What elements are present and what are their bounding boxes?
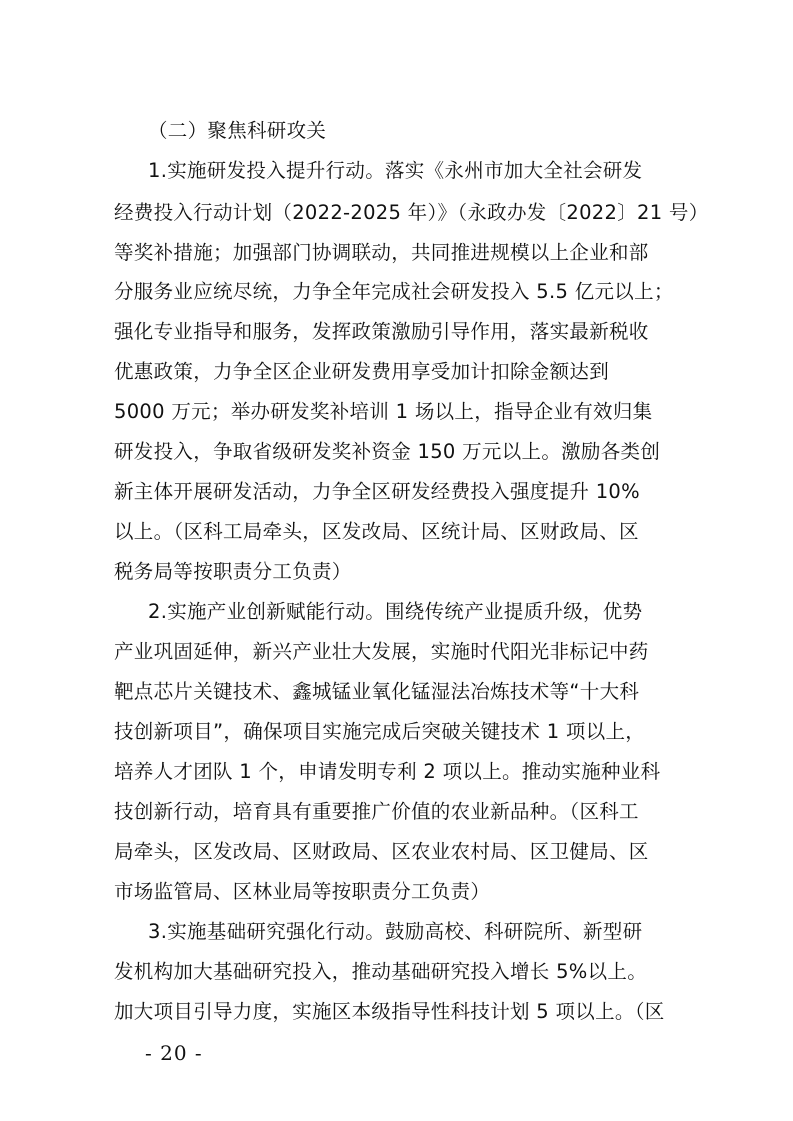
paragraph-1-line-9: 新主体开展研发活动，力争全区研发经费投入强度提升 10% [114,480,640,503]
paragraph-1-line-4: 分服务业应统尽统，力争全年完成社会研发投入 5.5 亿元以上； [114,280,674,303]
paragraph-2-line-2: 产业巩固延伸，新兴产业壮大发展，实施时代阳光非标记中药 [114,640,649,663]
page-number: - 20 - [145,1041,203,1065]
paragraph-1-line-6: 优惠政策，力争全区企业研发费用享受加计扣除金额达到 [114,360,610,383]
section-heading: （二）聚焦科研攻关 [148,119,327,142]
paragraph-1-line-11: 税务局等按职责分工负责） [114,560,352,583]
paragraph-1-line-8: 研发投入，争取省级研发奖补资金 150 万元以上。激励各类创 [114,440,661,463]
paragraph-2-line-7: 局牵头，区发改局、区财政局、区农业农村局、区卫健局、区 [114,840,649,863]
paragraph-2-line-5: 培养人才团队 1 个，申请发明专利 2 项以上。推动实施种业科 [114,760,661,783]
paragraph-3-line-3: 加大项目引导力度，实施区本级指导性科技计划 5 项以上。（区 [114,1000,665,1023]
paragraph-2-line-6: 技创新行动，培育具有重要推广价值的农业新品种。（区科工 [114,800,639,823]
paragraph-1-line-5: 强化专业指导和服务，发挥政策激励引导作用，落实最新税收 [114,320,649,343]
paragraph-2-line-4: 技创新项目”，确保项目实施完成后突破关键技术 1 项以上， [114,720,646,743]
paragraph-2-line-3: 靶点芯片关键技术、鑫城锰业氧化锰湿法冶炼技术等“十大科 [114,680,640,703]
paragraph-1-line-3: 等奖补措施；加强部门协调联动，共同推进规模以上企业和部 [114,241,649,264]
paragraph-3-line-2: 发机构加大基础研究投入，推动基础研究投入增长 5%以上。 [114,960,648,983]
paragraph-1-line-1: 1.实施研发投入提升行动。落实《永州市加大全社会研发 [148,159,643,182]
paragraph-1-line-7: 5000 万元；举办研发奖补培训 1 场以上，指导企业有效归集 [114,400,653,423]
paragraph-2-line-1: 2.实施产业创新赋能行动。围绕传统产业提质升级，优势 [148,600,643,623]
paragraph-3-line-1: 3.实施基础研究强化行动。鼓励高校、科研院所、新型研 [148,920,643,943]
paragraph-1-line-10: 以上。（区科工局牵头，区发改局、区统计局、区财政局、区 [114,520,639,543]
paragraph-2-line-8: 市场监管局、区林业局等按职责分工负责） [114,880,491,903]
paragraph-1-line-2: 经费投入行动计划（2022-2025 年）》（永政办发〔2022〕21 号） [114,201,709,224]
